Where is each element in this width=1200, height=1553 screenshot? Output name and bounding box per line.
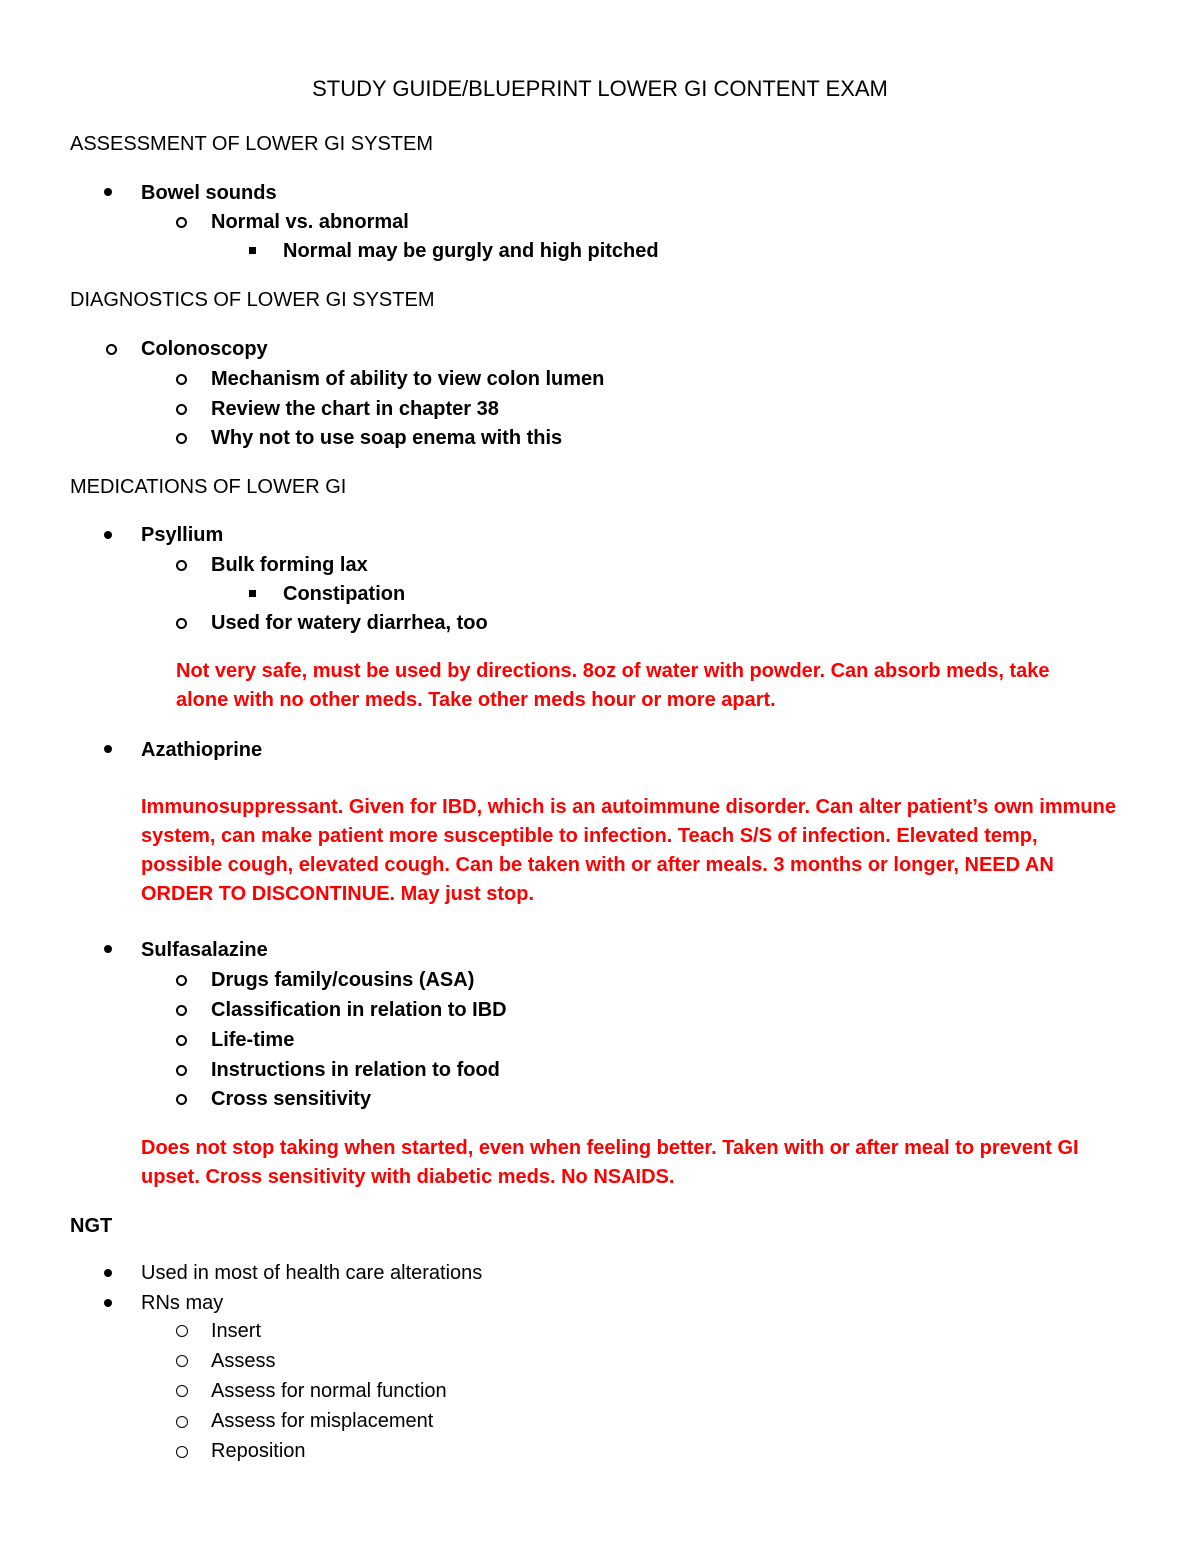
bullet-ring xyxy=(176,1385,188,1397)
psyllium-note: Not very safe, must be used by directions. 8oz of water with powder. Can absorb meds, take alone with no other meds. Take other meds hour or more apart. xyxy=(176,660,1050,711)
list-item: Reposition xyxy=(211,1440,306,1462)
list-item: Bulk forming lax xyxy=(211,554,368,576)
bullet-ring xyxy=(176,560,187,571)
list-item: Colonoscopy xyxy=(141,338,268,360)
bullet-ring xyxy=(176,1094,187,1105)
list-item: Psyllium xyxy=(141,524,224,546)
list-item: Instructions in relation to food xyxy=(211,1059,500,1081)
list-item: Mechanism of ability to view colon lumen xyxy=(211,368,605,390)
list-item: Assess for misplacement xyxy=(211,1410,434,1432)
medications-heading: MEDICATIONS OF LOWER GI xyxy=(70,476,347,498)
bullet-ring xyxy=(176,1355,188,1367)
list-item: Azathioprine xyxy=(141,739,263,761)
list-item: Drugs family/cousins (ASA) xyxy=(211,969,475,991)
list-item: Assess for normal function xyxy=(211,1380,447,1402)
bullet-ring xyxy=(176,1446,188,1458)
bullet-ring xyxy=(176,1035,187,1046)
bullet-dot xyxy=(104,531,112,539)
diagnostics-heading: DIAGNOSTICS OF LOWER GI SYSTEM xyxy=(70,289,435,311)
bullet-dot xyxy=(104,745,112,753)
list-item: Why not to use soap enema with this xyxy=(211,427,563,449)
list-item: Classification in relation to IBD xyxy=(211,999,507,1021)
document-title: STUDY GUIDE/BLUEPRINT LOWER GI CONTENT EXAM xyxy=(312,76,888,101)
bullet-ring xyxy=(176,433,187,444)
bullet-ring xyxy=(176,975,187,986)
assessment-heading: ASSESSMENT OF LOWER GI SYSTEM xyxy=(70,133,434,155)
list-item: Constipation xyxy=(283,583,406,605)
bullet-dot xyxy=(104,1269,112,1277)
bullet-dot xyxy=(104,188,112,196)
bullet-dot xyxy=(104,945,112,953)
list-item: RNs may xyxy=(141,1292,224,1314)
bullet-ring xyxy=(176,404,187,415)
bullet-ring xyxy=(176,1325,188,1337)
list-item: Bowel sounds xyxy=(141,182,277,204)
bullet-ring xyxy=(176,1065,187,1076)
list-item: Insert xyxy=(211,1320,262,1342)
bullet-square xyxy=(249,247,256,254)
list-item: Review the chart in chapter 38 xyxy=(211,398,499,420)
bullet-ring xyxy=(106,344,117,355)
list-item: Normal vs. abnormal xyxy=(211,211,409,233)
bullet-square xyxy=(249,590,256,597)
list-item: Life-time xyxy=(211,1029,295,1051)
bullet-ring xyxy=(176,217,187,228)
list-item: Used in most of health care alterations xyxy=(141,1262,483,1284)
list-item: Cross sensitivity xyxy=(211,1088,372,1110)
list-item: Used for watery diarrhea, too xyxy=(211,612,488,634)
ngt-heading: NGT xyxy=(70,1215,113,1237)
list-item: Assess xyxy=(211,1350,276,1372)
bullet-ring xyxy=(176,618,187,629)
bullet-ring xyxy=(176,1416,188,1428)
sulfasalazine-note: Does not stop taking when started, even when feeling better. Taken with or after meal to prevent GI upset. Cross sensitivity with diabetic meds. No NSAIDS. xyxy=(141,1137,1079,1188)
bullet-ring xyxy=(176,1005,187,1016)
list-item: Sulfasalazine xyxy=(141,939,268,961)
bullet-ring xyxy=(176,374,187,385)
azathioprine-note: Immunosuppressant. Given for IBD, which is an autoimmune disorder. Can alter patient’s own immune system, can make patient more susceptible to infection. Teach S/S of infection. Elevated temp, possible cough, elevated cough. Can be taken with or after meals. 3 months or longer, NEED AN ORDER TO DISCONTINUE. May just stop. xyxy=(141,796,1116,905)
list-item: Normal may be gurgly and high pitched xyxy=(283,240,659,262)
bullet-dot xyxy=(104,1299,112,1307)
